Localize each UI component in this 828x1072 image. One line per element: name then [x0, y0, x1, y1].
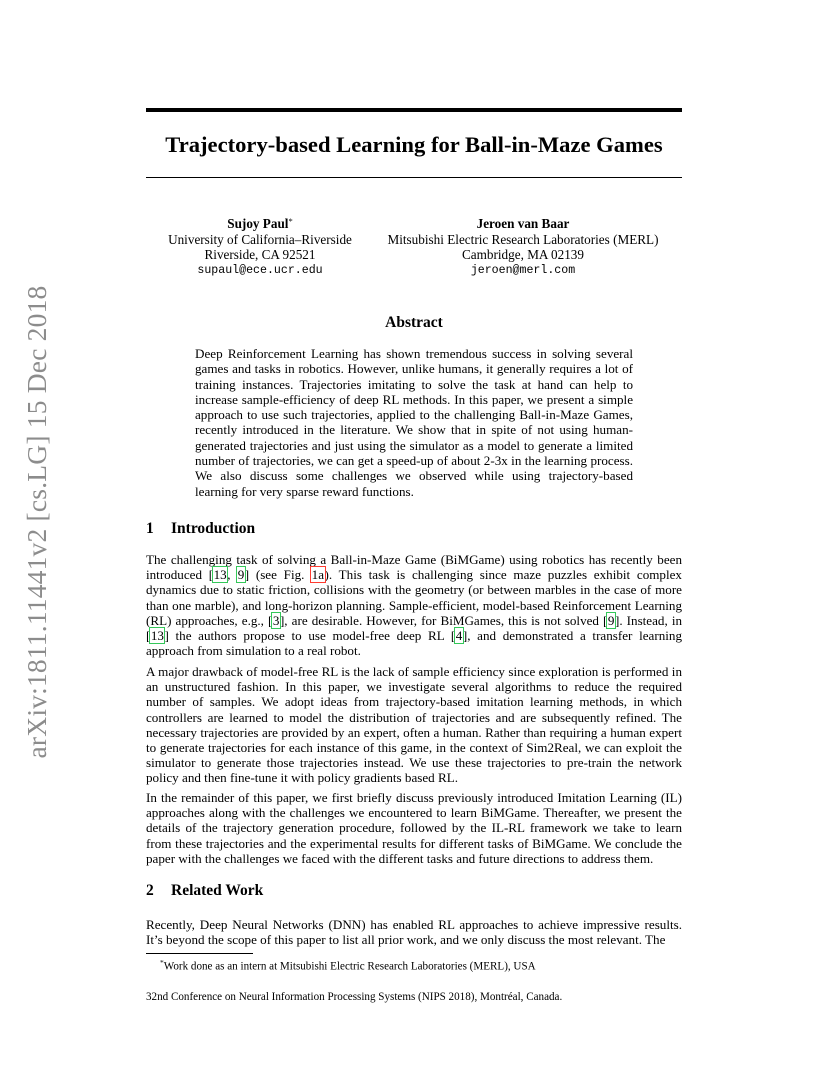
footnote-mark: * [288, 216, 293, 226]
citation-link[interactable]: 4 [455, 628, 463, 644]
figure-link[interactable]: 1a [311, 567, 325, 583]
section-heading-related-work [146, 882, 263, 900]
author-block-1 [160, 216, 360, 278]
section-title: Introduction [171, 520, 256, 537]
intro-paragraph-2: A major drawback of model-free RL is the lack of sample efficiency since exploration is performed in an unstructured fashion. In this paper, we investigate several algorithms to reduce the required number of samples. We adopt ideas from trajectory-based imitation learning methods, in which controllers are learned to model the distribution of trajectories and are subsequently refined. The necessary trajectories are provided by an expert, often a human. Rather than requiring a human expert to generate trajectories for each instance of this game, in the context of Sim2Real, we can exploit the simulator to generate those trajectories instead. We use these trajectories to pre-train the network policy and then fine-tune it with policy gradients based RL. [146, 664, 682, 786]
title-rule-bottom [146, 177, 682, 178]
abstract-heading: Abstract [385, 314, 443, 331]
citation-link[interactable]: 13 [213, 567, 227, 583]
related-work-paragraph-1: Recently, Deep Neural Networks (DNN) has enabled RL approaches to achieve impressive results. It’s beyond the scope of this paper to list all prior work, and we only discuss the most relevant. The [146, 917, 682, 948]
text-run: ], and demonstrated a transfer learning approach from simulation to a real robot. [146, 628, 682, 659]
author-location: Riverside, CA 92521 [204, 247, 316, 262]
footnote-rule [146, 953, 253, 954]
text-run: ], are desirable. However, for BiMGames, this is not solved [ [279, 612, 608, 628]
arxiv-id: arXiv:1811.11441v2 [cs.LG] 15 Dec 2018 [21, 285, 52, 759]
footnote [160, 956, 680, 974]
citation-link[interactable]: 9 [607, 612, 615, 628]
author-affiliation: University of California–Riverside [168, 231, 352, 247]
text-run: The challenging task of solving a Ball-in-Maze Game (BiMGame) using robotics has recently been introduced [ [146, 552, 682, 583]
intro-paragraph-3: In the remainder of this paper, we first briefly discuss previously introduced Imitation Learning (IL) approaches along with the challenges we encountered to learn BiMGame. Thereafter, we present the details of the trajectory generation procedure, followed by the IL-RL framework we take to learn from these trajectories and the experimental results for different tasks of BiMGame. We conclude the paper with the challenges we faced with the different tasks and future directions to address them. [146, 790, 682, 866]
author-block-2 [378, 216, 668, 278]
author-affiliation: Mitsubishi Electric Research Laboratories (MERL) [387, 231, 659, 247]
footnote-mark: * [160, 958, 164, 967]
author-location: Cambridge, MA 02139 [462, 247, 584, 262]
author-name: Jeroen van Baar [476, 216, 570, 231]
citation-link[interactable]: 3 [272, 612, 280, 628]
citation-link[interactable]: 9 [237, 567, 245, 583]
conference-note: 32nd Conference on Neural Information Processing Systems (NIPS 2018), Montréal, Canada. [146, 991, 563, 1003]
section-heading-introduction [146, 520, 255, 538]
abstract-text: Deep Reinforcement Learning has shown tremendous success in solving several games and tasks in robotics. However, unlike humans, it generally requires a lot of training instances. Trajectories imitating to solve the task at hand can help to increase sample-efficiency of deep RL methods. In this paper, we present a simple approach to use such trajectories, applied to the challenging Ball-in-Maze Games, recently introduced in the literature. We show that in spite of not using human-generated trajectories and just using the simulator as a model to generate a limited number of trajectories, we can get a speed-up of about 2-3x in the learning process. We also discuss some challenges we observed while using trajectory-based learning for very sparse reward functions. [195, 346, 633, 499]
section-number: 2 [146, 882, 154, 899]
citation-link[interactable]: 13 [150, 628, 164, 644]
text-run: ] the authors propose to use model-free deep RL [ [164, 628, 456, 644]
text-run: ] (see Fig. [244, 567, 312, 583]
text-run: ]. Instead, in [ [146, 612, 683, 644]
section-title: Related Work [171, 882, 264, 899]
text-run: ). This task is challenging since maze puzzles exhibit complex dynamics due to static friction, collisions with the geometry (or between marbles in the case of more than one marble), and long-horizon planning. Sample-efficient, model-based Reinforcement Learning (RL) approaches, e.g., [ [146, 567, 682, 628]
author-name: Sujoy Paul [227, 216, 289, 231]
section-number: 1 [146, 520, 154, 537]
footnote-text: Work done as an intern at Mitsubishi Electric Research Laboratories (MERL), USA [163, 960, 536, 973]
intro-paragraph-1 [146, 552, 682, 658]
text-run: , [227, 567, 238, 583]
title-rule-top [146, 108, 682, 112]
author-email[interactable]: jeroen@merl.com [470, 263, 576, 277]
paper-title: Trajectory-based Learning for Ball-in-Maze Games [165, 132, 663, 157]
author-email[interactable]: supaul@ece.ucr.edu [197, 263, 323, 277]
